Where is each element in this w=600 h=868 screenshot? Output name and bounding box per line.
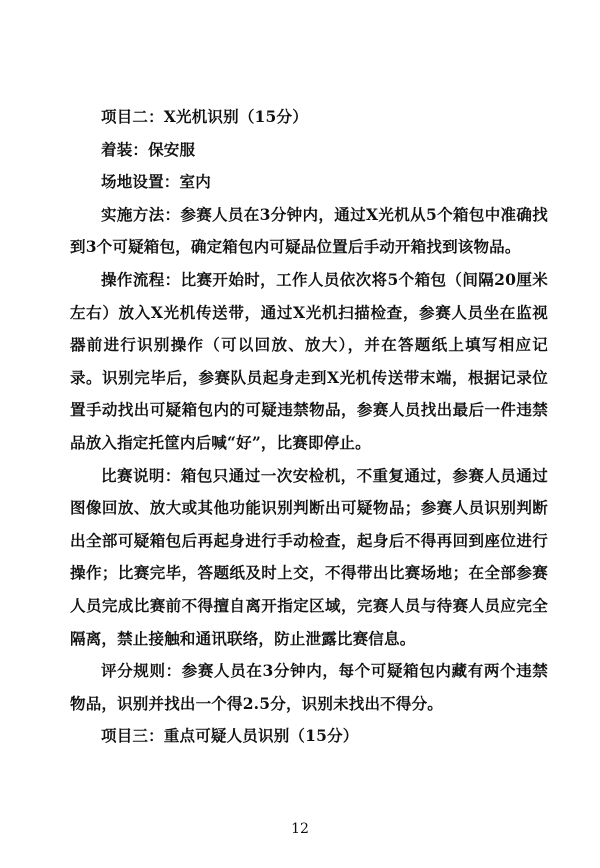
implementation-label: 实施方法：: [101, 204, 181, 224]
attire-label: 着装：: [101, 139, 149, 159]
attire-text: 保安服: [148, 139, 196, 159]
competition-notes-paragraph: [70, 460, 548, 656]
page-content: [70, 101, 548, 753]
procedure-paragraph: [70, 264, 548, 460]
section-heading-project-three-text: 项目三：重点可疑人员识别（15分）: [101, 726, 359, 746]
scoring-label: 评分规则：: [101, 661, 182, 681]
procedure-text: 比赛开始时，工作人员依次将5个箱包（间隔20厘米左右）放入X光机传送带，通过X光机扫描检查，参赛人员坐在监视器前进行识别操作（可以回放、放大），并在答题纸上填写相应记录。识别完毕后，参赛队员起身走到X光机传送带末端，根据记录位置手动找出可疑箱包内的可疑违禁物品，参赛人员找出最后一件违禁品放入指定托筐内后喊“好”，比赛即停止。: [70, 269, 548, 452]
section-heading-project-two-text: 项目二：X光机识别（15分）: [101, 107, 308, 126]
section-heading-project-three: [70, 720, 548, 753]
venue-text: 室内: [179, 172, 211, 192]
venue-label: 场地设置：: [101, 172, 180, 192]
competition-notes-label: 比赛说明：: [101, 465, 181, 485]
implementation-text: 参赛人员在3分钟内，通过X光机从5个箱包中准确找到3个可疑箱包，确定箱包内可疑品位置后手动开箱找到该物品。: [70, 204, 548, 257]
procedure-label: 操作流程：: [101, 269, 181, 289]
scoring-paragraph: [70, 655, 548, 720]
scoring-text: 参赛人员在3分钟内，每个可疑箱包内藏有两个违禁物品，识别并找出一个得2.5分，识别未找出不得分。: [70, 661, 548, 713]
section-heading-project-two: [70, 101, 548, 134]
page-number: 12: [291, 821, 309, 837]
competition-notes-text: 箱包只通过一次安检机，不重复通过，参赛人员通过图像回放、放大或其他功能识别判断出可疑物品；参赛人员识别判断出全部可疑箱包后再起身进行手动检查，起身后不得再回到座位进行操作；比赛完毕，答题纸及时上交，不得带出比赛场地；在全部参赛人员完成比赛前不得擅自离开指定区域，完赛人员与待赛人员应完全隔离，禁止接触和通讯联络，防止泄露比赛信息。: [70, 465, 548, 648]
attire-paragraph: [70, 134, 548, 167]
venue-paragraph: [70, 166, 548, 199]
implementation-paragraph: [70, 199, 548, 264]
